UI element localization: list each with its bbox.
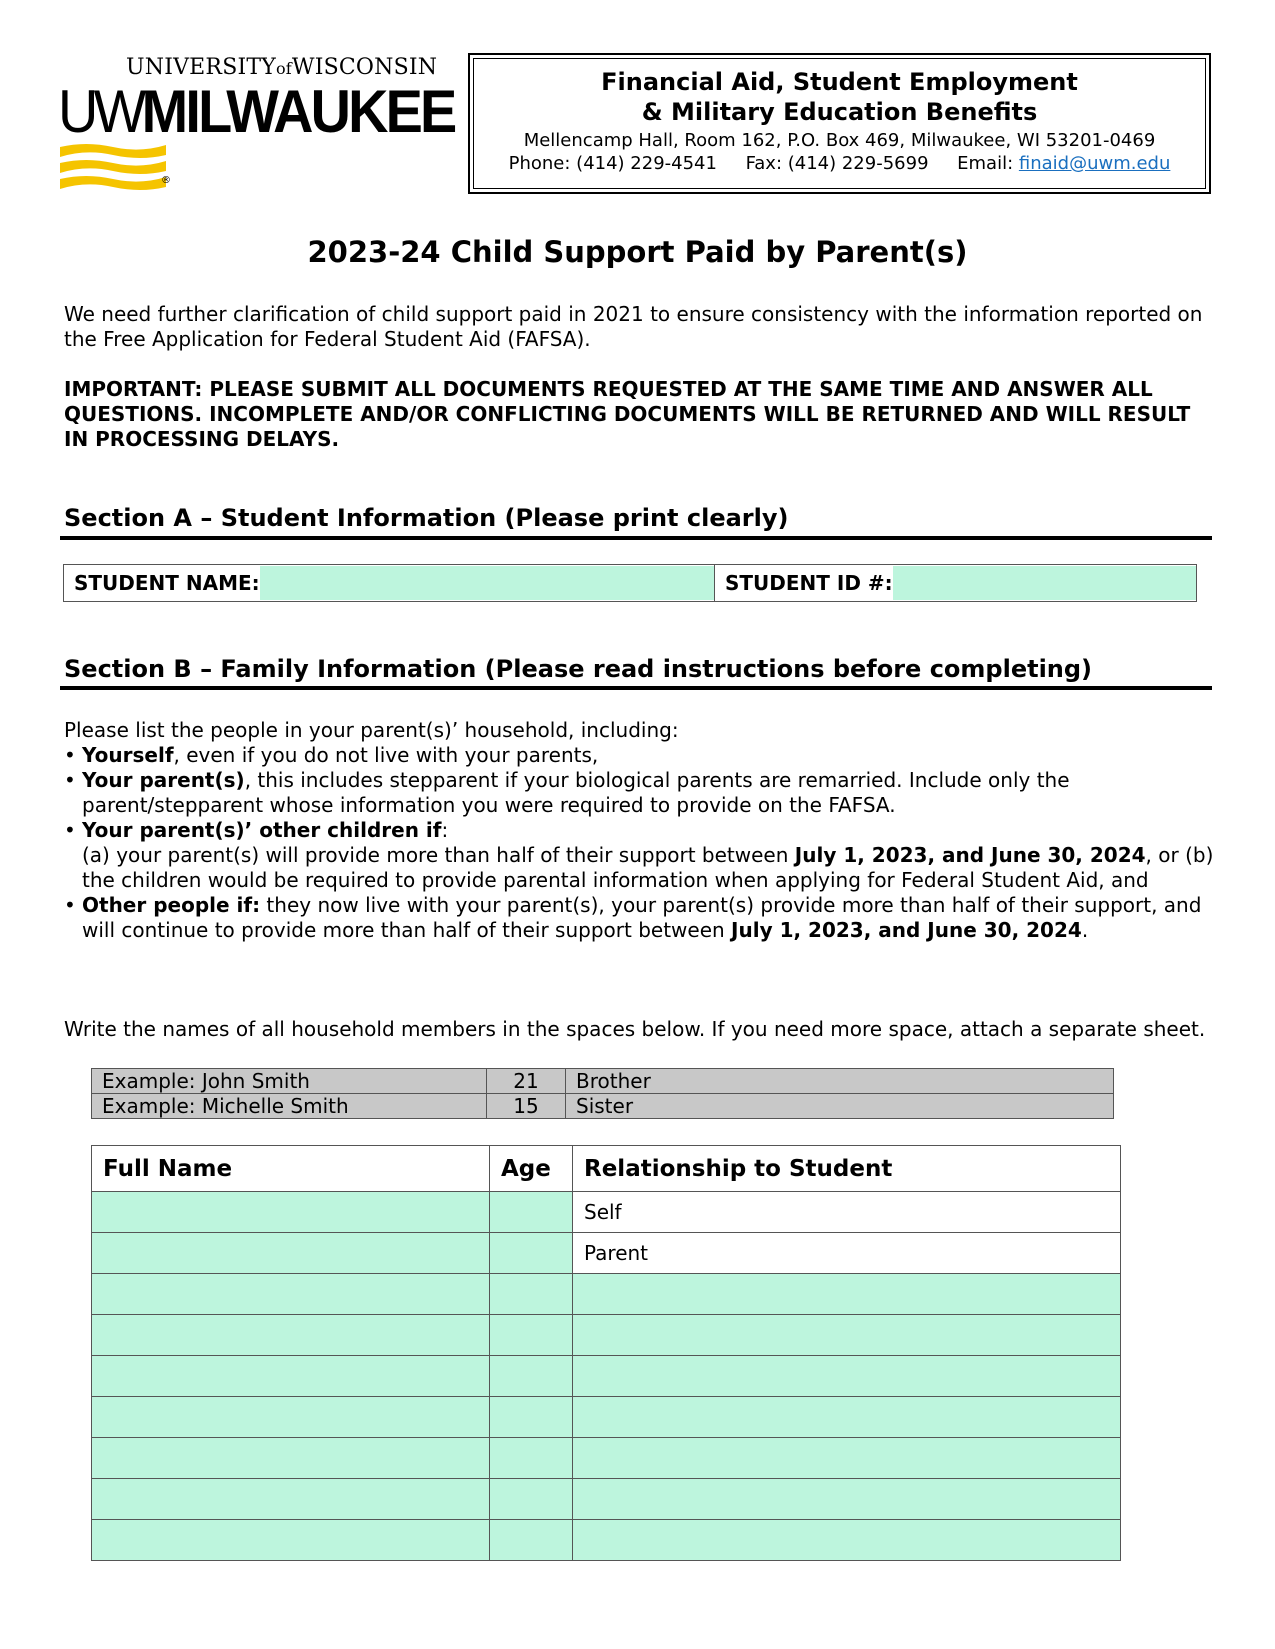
office-address: Mellencamp Hall, Room 162, P.O. Box 469, Milwaukee, WI 53201-0469	[523, 130, 1156, 151]
age-field[interactable]	[490, 1438, 573, 1479]
student-id-label: STUDENT ID #:	[725, 571, 893, 595]
table-row	[92, 1192, 1121, 1233]
name-field[interactable]	[92, 1192, 490, 1233]
relationship-field[interactable]	[573, 1479, 1121, 1520]
household-header-row	[92, 1146, 1121, 1192]
logo-university-line: UNIVERSITYofWISCONSIN	[126, 55, 438, 80]
household-bullet-list	[64, 743, 1214, 943]
age-field[interactable]	[490, 1520, 573, 1561]
relationship-cell: Parent	[573, 1233, 1121, 1274]
age-field[interactable]	[490, 1274, 573, 1315]
table-row	[92, 1274, 1121, 1315]
relationship-cell: Self	[573, 1192, 1121, 1233]
uwm-logo	[58, 55, 455, 190]
age-field[interactable]	[490, 1192, 573, 1233]
table-row	[92, 1479, 1121, 1520]
name-field[interactable]	[92, 1233, 490, 1274]
relationship-field[interactable]	[573, 1315, 1121, 1356]
relationship-field[interactable]	[573, 1397, 1121, 1438]
logo-yellow-waves-icon	[58, 141, 168, 191]
student-name-label: STUDENT NAME:	[74, 571, 260, 595]
page-title: 2023-24 Child Support Paid by Parent(s)	[307, 235, 968, 269]
example-age: 15	[487, 1094, 566, 1119]
relationship-field[interactable]	[573, 1356, 1121, 1397]
example-relationship: Brother	[566, 1069, 1114, 1094]
col-age: Age	[490, 1146, 573, 1192]
bullet-parents: • Your parent(s), this includes stepparent if your biological parents are remarried. Include only the parent/stepparent whose information you were required to provide on the FAFSA.	[64, 768, 1214, 818]
student-id-cell	[715, 565, 1196, 601]
section-a-rule	[60, 536, 1212, 540]
name-field[interactable]	[92, 1520, 490, 1561]
col-full-name: Full Name	[92, 1146, 490, 1192]
office-phone: Phone: (414) 229-4541	[508, 153, 717, 174]
intro-paragraph: We need further clarification of child support paid in 2021 to ensure consistency with the information reported on the Free Application for Federal Student Aid (FAFSA).	[64, 302, 1203, 351]
age-field[interactable]	[490, 1356, 573, 1397]
registered-mark: ®	[161, 175, 171, 186]
age-field[interactable]	[490, 1397, 573, 1438]
office-email-link[interactable]: finaid@uwm.edu	[1018, 153, 1171, 174]
section-a-title: Section A – Student Information (Please print clearly)	[64, 504, 789, 532]
example-name: Example: Michelle Smith	[92, 1094, 487, 1119]
bullet-other-people: • Other people if: they now live with your parent(s), your parent(s) provide more than half of their support, and will continue to provide more than half of their support between July 1, 2023, and June 30, 2024.	[64, 893, 1214, 943]
table-row	[92, 1315, 1121, 1356]
table-row	[92, 1438, 1121, 1479]
name-field[interactable]	[92, 1315, 490, 1356]
relationship-field[interactable]	[573, 1274, 1121, 1315]
relationship-field[interactable]	[573, 1438, 1121, 1479]
example-table	[91, 1068, 1114, 1119]
section-b-title: Section B – Family Information (Please read instructions before completing)	[64, 655, 1093, 683]
table-row	[92, 1397, 1121, 1438]
student-name-cell	[64, 565, 715, 601]
office-contact-line	[474, 152, 1205, 175]
name-field[interactable]	[92, 1479, 490, 1520]
logo-wordmark: UWMILWAUKEE	[58, 78, 455, 145]
student-id-field[interactable]	[893, 566, 1196, 600]
student-info-table	[63, 564, 1197, 602]
bullet-yourself: • Yourself, even if you do not live with your parents,	[64, 743, 1214, 768]
name-field[interactable]	[92, 1356, 490, 1397]
office-title-line2: & Military Education Benefits	[641, 98, 1038, 126]
household-lead: Please list the people in your parent(s)’ household, including:	[64, 718, 679, 742]
student-name-field[interactable]	[260, 566, 714, 600]
example-row	[92, 1069, 1114, 1094]
example-age: 21	[487, 1069, 566, 1094]
important-notice: IMPORTANT: PLEASE SUBMIT ALL DOCUMENTS REQUESTED AT THE SAME TIME AND ANSWER ALL QUESTIONS. INCOMPLETE AND/OR CONFLICTING DOCUMENTS WILL BE RETURNED AND WILL RESULT IN PROCESSING DELAYS.	[64, 377, 1191, 451]
age-field[interactable]	[490, 1233, 573, 1274]
relationship-field[interactable]	[573, 1520, 1121, 1561]
office-fax: Fax: (414) 229-5699	[745, 153, 929, 174]
household-instructions	[64, 718, 1214, 943]
office-email-label: Email:	[957, 153, 1014, 174]
write-names-instruction: Write the names of all household members in the spaces below. If you need more space, attach a separate sheet.	[64, 1017, 1206, 1041]
col-relationship: Relationship to Student	[573, 1146, 1121, 1192]
household-members-table	[91, 1145, 1121, 1561]
name-field[interactable]	[92, 1438, 490, 1479]
office-title-line1: Financial Aid, Student Employment	[601, 68, 1078, 96]
table-row	[92, 1520, 1121, 1561]
age-field[interactable]	[490, 1479, 573, 1520]
name-field[interactable]	[92, 1397, 490, 1438]
office-info-box	[468, 53, 1211, 194]
bullet-other-children: • Your parent(s)’ other children if: (a) your parent(s) will provide more than half of their support between July 1, 2023, and June 30, 2024, or (b) the children would be required to provide parental information when applying for Federal Student Aid, and	[64, 818, 1214, 893]
age-field[interactable]	[490, 1315, 573, 1356]
table-row	[92, 1233, 1121, 1274]
name-field[interactable]	[92, 1274, 490, 1315]
example-name: Example: John Smith	[92, 1069, 487, 1094]
example-row	[92, 1094, 1114, 1119]
section-b-rule	[60, 686, 1212, 690]
example-relationship: Sister	[566, 1094, 1114, 1119]
table-row	[92, 1356, 1121, 1397]
